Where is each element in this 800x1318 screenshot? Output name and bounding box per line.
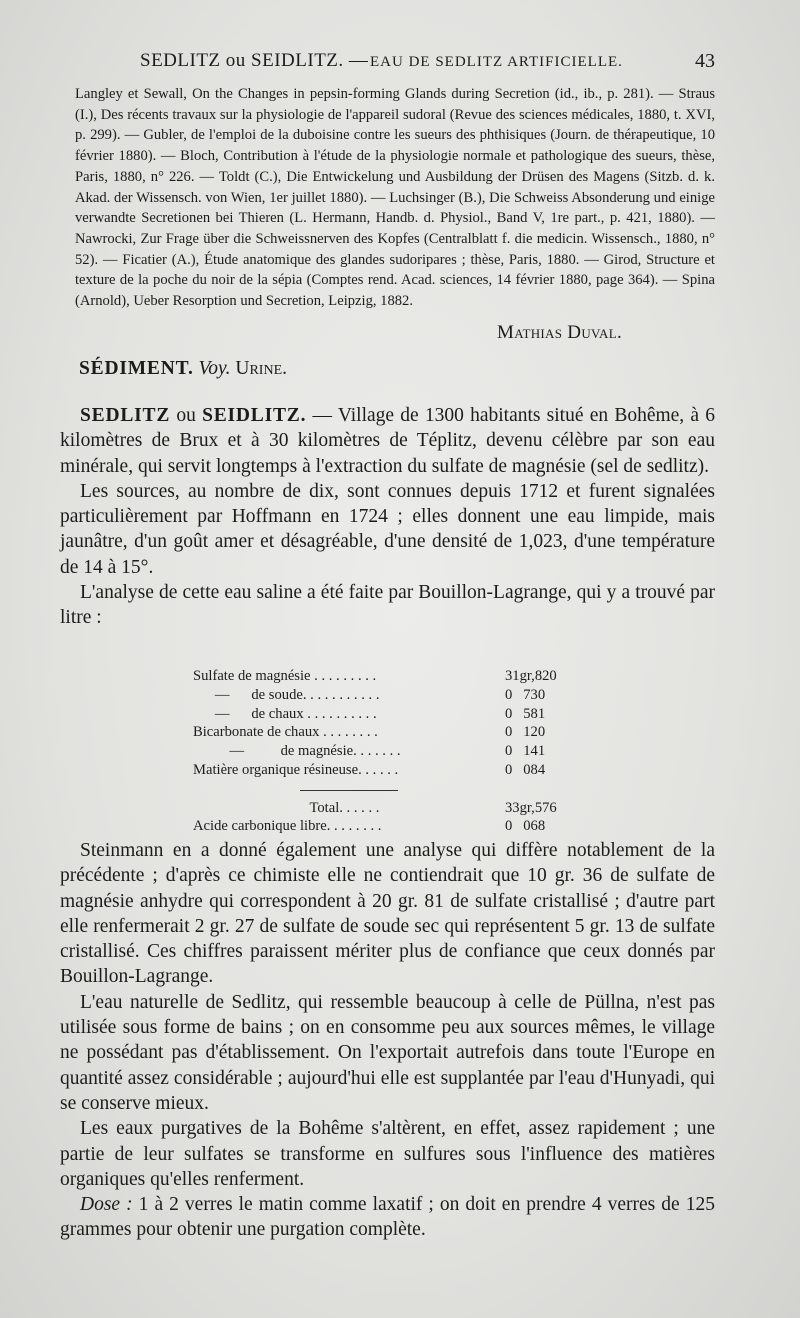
sediment-entry [79, 358, 287, 380]
article-text-1: — Village de 1300 habitants situé en Bohême, à 6 kilomètres de Brux et à 30 kilomètres de Téplitz, devenu célèbre par son eau minérale, qui servit longtemps à l'extraction du sulfate de magnésie (sel de sedlitz). [60, 405, 715, 477]
article-paragraph-6: Les eaux purgatives de la Bohême s'altèrent, en effet, assez rapidement ; une partie de leur sulfates se transforme en sulfures sous l'influence des matières organiques qu'elles renferment. [60, 1118, 715, 1190]
analysis-table [193, 668, 583, 837]
table-row-value: 0 730 [505, 686, 546, 703]
table-row [193, 706, 583, 725]
page-number: 43 [695, 50, 715, 72]
article-headword: SEDLITZ [80, 405, 171, 426]
table-row-label: — de magnésie. . . . . . . [193, 743, 401, 760]
table-row-value: 0 084 [505, 761, 546, 778]
table-row-label: Total. . . . . . [193, 799, 380, 816]
sediment-headword: SÉDIMENT. [79, 358, 194, 379]
dose-text: 1 à 2 verres le matin comme laxatif ; on doit en prendre 4 verres de 125 grammes pour obtenir une purgation complète. [60, 1194, 715, 1241]
article-paragraph-7 [60, 1192, 715, 1243]
article-body-continued [60, 838, 715, 1243]
article-body [60, 403, 715, 631]
table-row-value: 0 068 [505, 818, 546, 835]
table-row-value: 33gr,576 [505, 799, 557, 816]
article-paragraph-3: L'analyse de cette eau saline a été faite par Bouillon-Lagrange, qui y a trouvé par litre : [60, 582, 715, 629]
table-row-label: Sulfate de magnésie . . . . . . . . . [193, 668, 377, 684]
article-paragraph-1 [60, 403, 715, 479]
article-paragraph-2: Les sources, au nombre de dix, sont connues depuis 1712 et furent signalées particulièrement par Hoffmann en 1724 ; elles donnent une eau limpide, mais jaunâtre, d'un goût amer et désagréable, d'une densité de 1,023, d'une température de 14 à 15°. [60, 480, 715, 578]
table-row-label: — de chaux . . . . . . . . . . [193, 705, 377, 722]
sediment-reference: Urine. [235, 358, 287, 379]
table-row [193, 818, 583, 837]
article-paragraph-5: L'eau naturelle de Sedlitz, qui ressemble beaucoup à celle de Püllna, n'est pas utilisée sous forme de bains ; on en consomme peu aux sources mêmes, le village ne possédant pas d'établissement. On l'exportait autrefois dans toute l'Europe en quantité assez considérable ; aujourd'hui elle est supplantée par l'eau d'Hunyadi, qui se conserve mieux. [60, 991, 715, 1114]
table-row-total [193, 800, 583, 819]
header-subtitle: EAU DE SEDLITZ ARTIFICIELLE. [370, 54, 623, 70]
table-row [193, 743, 583, 762]
table-row-label: Bicarbonate de chaux . . . . . . . . [193, 724, 378, 741]
bibliography-text: Langley et Sewall, On the Changes in pepsin-forming Glands during Secretion (id., ib., p. 281). — Straus (I.), Des récents travaux sur la physiologie de l'appareil sudoral (Revue des sciences médicales, 1880, t. XVI, p. 299). — Gubler, de l'emploi de la duboisine contre les sueurs des phthisiques (Journ. de thérapeutique, 10 février 1880). — Bloch, Contribution à l'étude de la physiologie normale et pathologique des sueurs, thèse, Paris, 1880, n° 226. — Toldt (C.), Die Entwickelung und Ausbildung der Drüsen des Magens (Sitzb. d. k. Akad. der Wissensch. von Wien, 1er juillet 1880). — Luchsinger (B.), Die Schweiss Absonderung und einige verwandte Secretionen bei Thieren (L. Hermann, Handb. d. Physiol., Band V, 1re part., p. 421, 1880). — Nawrocki, Zur Frage über die Schweissnerven des Kopfes (Centralblatt f. die medicin. Wissensch., 1880, n° 52). — Ficatier (A.), Étude anatomique des glandes sudoripares ; thèse, Paris, 1880. — Girod, Structure et texture de la poche du noir de la sépia (Comptes rend. Acad. sciences, 14 février 1880, page 364). — Spina (Arnold), Ueber Resorption und Secretion, Leipzig, 1882. [75, 86, 715, 310]
table-row-value: 0 120 [505, 724, 546, 741]
article-headword-2: SEIDLITZ. [202, 405, 307, 426]
header-title: SEDLITZ ou SEIDLITZ. — [140, 50, 369, 71]
table-row-label: Matière organique résineuse. . . . . . [193, 761, 399, 778]
running-header [140, 48, 715, 78]
author-signature: Mathias Duval. [497, 322, 622, 343]
table-row-value: 0 141 [505, 743, 546, 760]
table-row-label: Acide carbonique libre. . . . . . . . [193, 818, 382, 835]
sediment-voy: Voy. [198, 358, 231, 379]
table-row-value: 31gr,820 [505, 668, 557, 684]
table-row [193, 687, 583, 706]
table-row-label: — de soude. . . . . . . . . . . [193, 686, 380, 703]
total-rule [300, 790, 398, 791]
article-headword-ou: ou [176, 405, 196, 426]
article-paragraph-4: Steinmann en a donné également une analyse qui diffère notablement de la précédente ; d'après ce chimiste elle ne contiendrait que 10 gr. 36 de sulfate de magnésie anhydre qui correspondent à 20 gr. 81 de sulfate cristallisé ; d'autre part elle renfermerait 2 gr. 27 de sulfate de soude sec qui représentent 5 gr. 13 de sulfate cristallisé. Ces chiffres paraissent mériter plus de confiance que ceux donnés par Bouillon-Lagrange. [60, 840, 715, 988]
table-row [193, 762, 583, 781]
table-row [193, 668, 583, 687]
table-row [193, 724, 583, 743]
dose-label: Dose : [80, 1194, 133, 1216]
table-row-value: 0 581 [505, 705, 546, 722]
bibliography-block [75, 84, 715, 312]
